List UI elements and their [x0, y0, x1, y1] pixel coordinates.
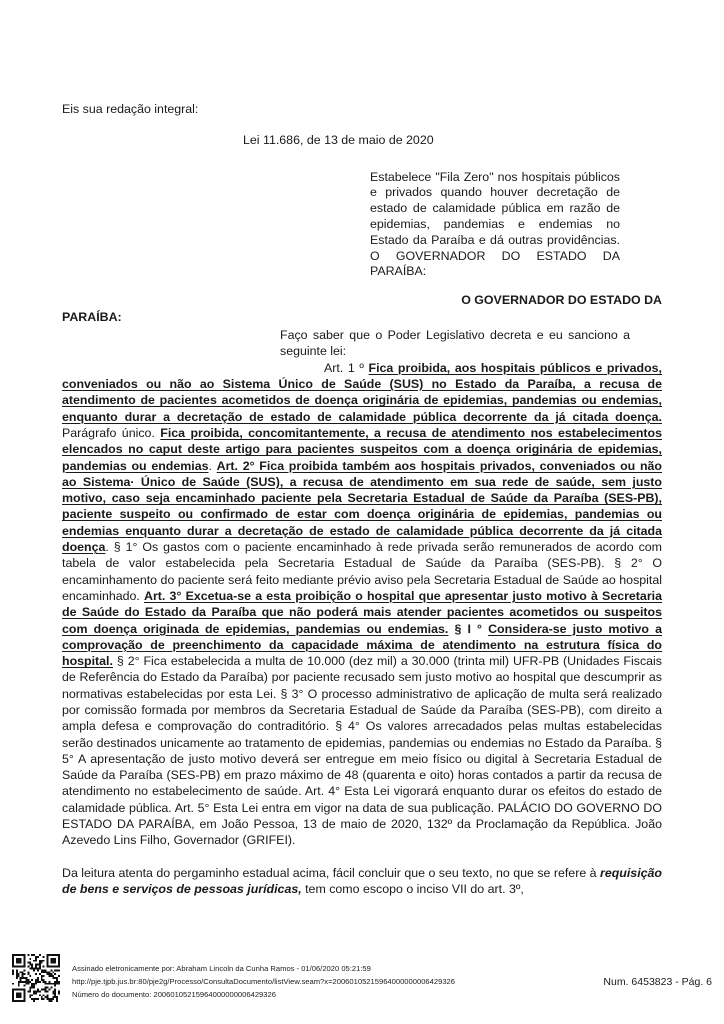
signature-line-signer: Assinado eletronicamente por: Abraham Lincoln da Cunha Ramos - 01/06/2020 05:21:59: [72, 964, 371, 973]
governor-heading-line2: PARAÍBA:: [62, 310, 122, 325]
signature-block: [72, 962, 455, 1001]
qr-code: [12, 954, 60, 1002]
page-number-label: Num. 6453823 - Pág. 6: [603, 976, 712, 988]
enactment-clause: Faço saber que o Poder Legislativo decreta e eu sanciono a seguinte lei:: [280, 328, 630, 359]
closing-paragraph: Da leitura atenta do pergaminho estadual acima, fácil concluir que o seu texto, no que se refere à requisição de bens e serviços de pessoas jurídicas, tem como escopo o inciso VII do art. 3º,: [62, 865, 662, 896]
intro-line: Eis sua redação integral:: [62, 102, 199, 116]
qr-code-svg: [12, 954, 60, 1002]
law-body-paragraph: Art. 1 º Fica proibida, aos hospitais públicos e privados, conveniados ou não ao Sistema Único de Saúde (SUS) no Estado da Paraíba, a recusa de atendimento de pacientes acometidos de doença originária de epidemias, pandemias ou endemias, enquanto durar a decretação de estado de calamidade pública decorrente da já citada doença. Parágrafo único. Fica proibida, concomitantemente, a recusa de atendimento nos estabelecimentos elencados no caput deste artigo para pacientes suspeitos com a doença originária de epidemias, pandemias ou endemias. Art. 2° Fica proibida também aos hospitais privados, conveniados ou não ao Sistema· Único de Saúde (SUS), a recusa de atendimento em sua rede de saúde, sem justo motivo, caso seja encaminhado paciente pela Secretaria Estadual de Saúde da Paraíba (SES-PB), paciente suspeito ou confirmado de estar com doença originária de epidemias, pandemias ou endemias enquanto durar a decretação de estado de calamidade pública decorrente da já citada doença. § 1° Os gastos com o paciente encaminhado à rede privada serão remunerados de acordo com tabela de valor estabelecida pela Secretaria Estadual de Saúde da Paraíba (SES-PB). § 2° O encaminhamento do paciente será feito mediante prévio aviso pela Secretaria Estadual de Saúde ao hospital encaminhado. Art. 3° Excetua-se a esta proibição o hospital que apresentar justo motivo à Secretaria de Saúde do Estado da Paraíba que não poderá mais atender pacientes acometidos ou suspeitos com doença originada de epidemias, pandemias ou endemias. § I ° Considera-se justo motivo a comprovação de preenchimento da capacidade máxima de atendimento na estrutura física do hospital. § 2° Fica estabelecida a multa de 10.000 (dez mil) a 30.000 (trinta mil) UFR-PB (Unidades Fiscais de Referência do Estado da Paraíba) por paciente recusado sem justo motivo ao hospital que descumprir as normativas estabelecidas por esta Lei. § 3° O processo administrativo de aplicação de multa será realizado por comissão formada por membros da Secretaria Estadual de Saúde da Paraíba (SES-PB), com direito a ampla defesa e comprovação do contraditório. § 4° Os valores arrecadados pelas multas estabelecidas serão destinados unicamente ao tratamento de epidemias, pandemias ou endemias no Estado da Paraíba. § 5° A apresentação de justo motivo deverá ser entregue em meio físico ou digital à Secretaria Estadual de Saúde da Paraíba (SES-PB) em prazo máximo de 48 (quarenta e oito) horas contados a partir da recusa de atendimento no estabelecimento de saúde. Art. 4° Esta Lei vigorará enquanto durar os efeitos do estado de calamidade pública. Art. 5° Esta Lei entra em vigor na data de sua publicação. PALÁCIO DO GOVERNO DO ESTADO DA PARAÍBA, em João Pessoa, 13 de maio de 2020, 132º da Proclamação da República. João Azevedo Lins Filho, Governador (GRIFEI).: [62, 360, 663, 848]
governor-heading-line1: O GOVERNADOR DO ESTADO DA: [461, 293, 662, 308]
governor-heading: [62, 292, 662, 326]
document-content: [62, 101, 662, 910]
law-title: Lei 11.686, de 13 de maio de 2020: [243, 133, 434, 148]
law-preamble: Estabelece "Fila Zero" nos hospitais públicos e privados quando houver decretação de estado de calamidade pública em razão de epidemias, pandemias e endemias no Estado da Paraíba e dá outras providências. O GOVERNADOR DO ESTADO DA PARAÍBA:: [370, 169, 620, 279]
signature-line-docnumber: Número do documento: 20060105215964000000006429326: [72, 990, 276, 999]
signature-line-url: http://pje.tjpb.jus.br:80/pje2g/Processo/ConsultaDocumento/listView.seam?x=20060105215964000000006429326: [72, 977, 455, 986]
